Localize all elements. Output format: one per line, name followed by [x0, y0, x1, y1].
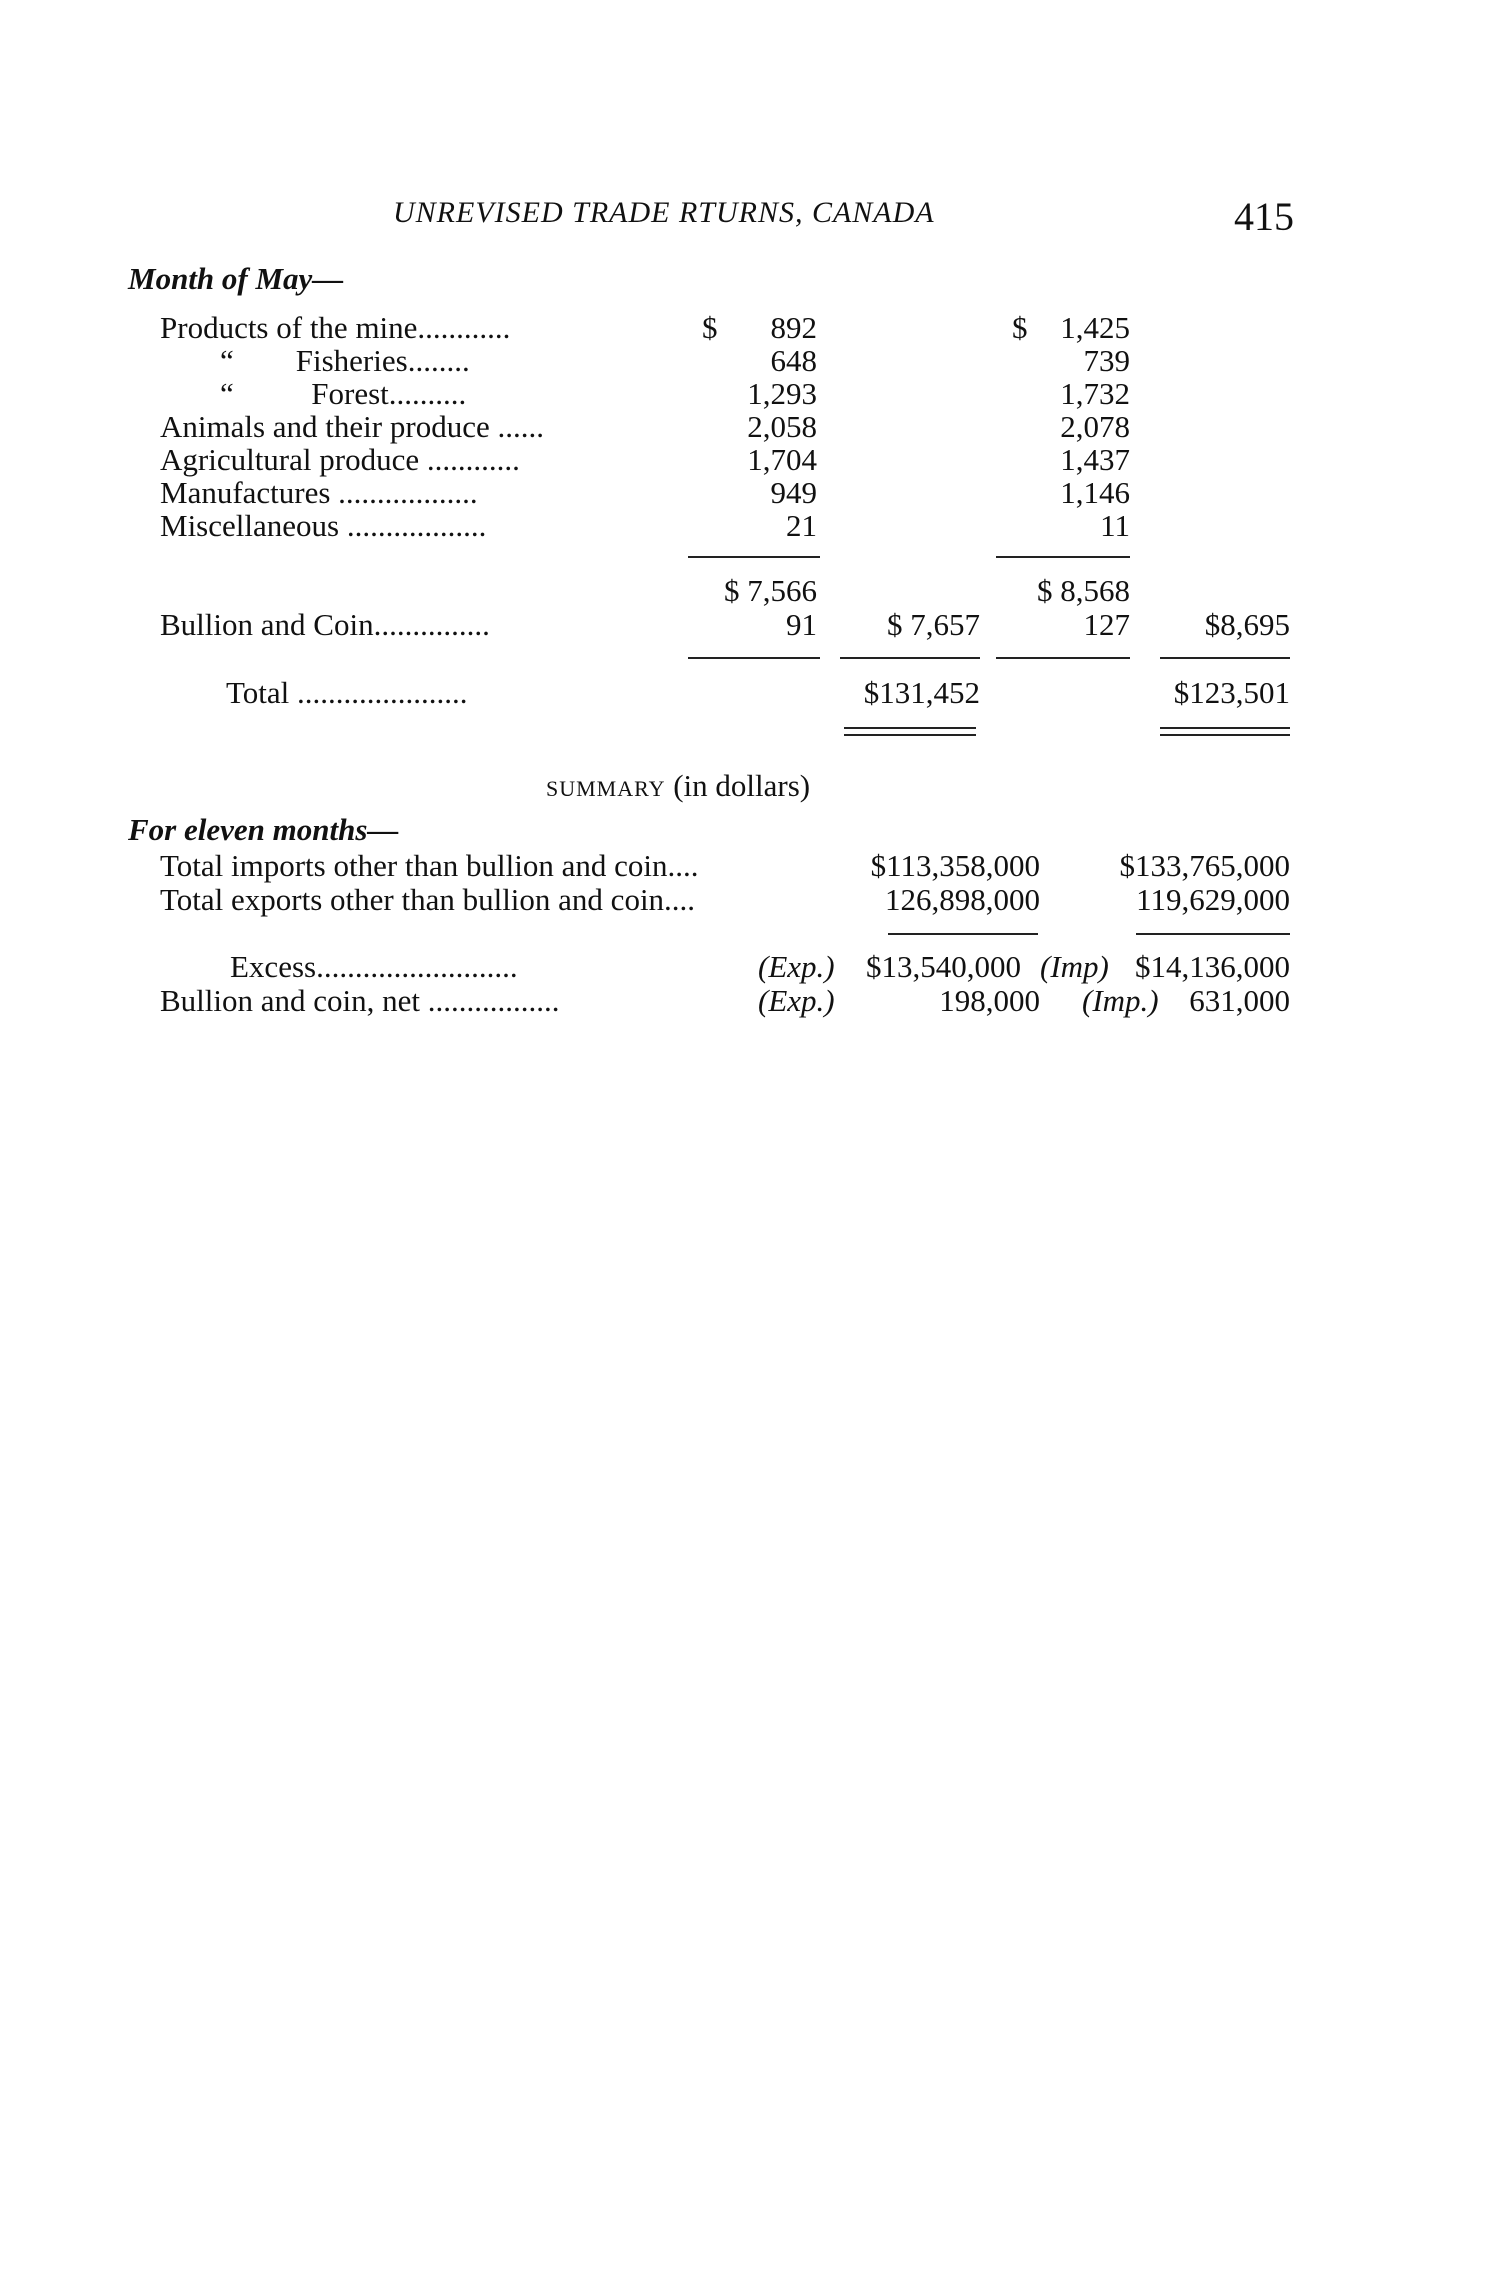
imports-v2: $133,765,000 — [1119, 848, 1290, 883]
subtotal-col2: $ 8,568 — [1037, 573, 1130, 608]
dollar-sign: $ — [1012, 310, 1028, 345]
row-label: Agricultural produce ............ — [160, 442, 520, 477]
row-value-col1: 1,293 — [747, 376, 817, 411]
excess-label: Excess.......................... — [230, 949, 518, 984]
row-value-col2: 1,437 — [1060, 442, 1130, 477]
column-rule — [996, 657, 1130, 659]
excess-tag-1: (Exp.) — [758, 949, 835, 984]
column-rule — [1160, 657, 1290, 659]
exports-v1: 126,898,000 — [885, 882, 1040, 917]
subtotal-col1: $ 7,566 — [724, 573, 817, 608]
row-label: Manufactures .................. — [160, 475, 478, 510]
running-title: UNREVISED TRADE RTURNS, CANADA — [393, 196, 935, 229]
summary-title-rest: (in dollars) — [673, 768, 811, 803]
imports-v1: $113,358,000 — [870, 848, 1040, 883]
row-value-col1: 1,704 — [747, 442, 817, 477]
column-rule — [688, 556, 820, 558]
excess-v2: $14,136,000 — [1135, 949, 1290, 984]
double-rule — [1160, 727, 1290, 736]
total-label: Total ...................... — [226, 675, 468, 710]
dollar-sign: $ — [702, 310, 718, 345]
bullion-net-v2: 631,000 — [1189, 983, 1290, 1018]
summary-rule — [888, 933, 1038, 935]
double-rule — [844, 727, 976, 736]
row-value-col2: 739 — [1083, 343, 1130, 378]
bullion-net-label: Bullion and coin, net ................. — [160, 983, 560, 1018]
row-label: “ Forest.......... — [220, 376, 467, 411]
summary-rule — [1136, 933, 1290, 935]
summary-heading: For eleven months— — [128, 812, 399, 847]
bullion-col1: 91 — [786, 607, 817, 642]
row-label: Products of the mine............ — [160, 310, 511, 345]
row-label: “ Fisheries........ — [220, 343, 470, 378]
imports-label: Total imports other than bullion and coin.... — [160, 848, 699, 883]
summary-title-smallcaps: summary — [546, 768, 666, 803]
row-value-col2: 1,425 — [1060, 310, 1130, 345]
row-value-col1: 648 — [770, 343, 817, 378]
column-rule — [996, 556, 1130, 558]
row-value-col2: 2,078 — [1060, 409, 1130, 444]
may-heading: Month of May— — [128, 261, 344, 296]
excess-tag-2: (Imp) — [1040, 949, 1109, 984]
excess-v1: $13,540,000 — [866, 949, 1021, 984]
bullion-net-tag-1: (Exp.) — [758, 983, 835, 1018]
bullion-sum1: $ 7,657 — [887, 607, 980, 642]
total-value-2: $123,501 — [1173, 675, 1290, 710]
exports-v2: 119,629,000 — [1136, 882, 1290, 917]
summary-title — [546, 769, 810, 803]
bullion-label: Bullion and Coin............... — [160, 607, 490, 642]
bullion-col2: 127 — [1083, 607, 1130, 642]
column-rule — [688, 657, 820, 659]
row-value-col1: 2,058 — [747, 409, 817, 444]
row-value-col1: 892 — [770, 310, 817, 345]
page-number: 415 — [1234, 194, 1294, 239]
row-label: Miscellaneous .................. — [160, 508, 487, 543]
column-rule — [840, 657, 980, 659]
bullion-net-tag-2: (Imp.) — [1082, 983, 1159, 1018]
exports-label: Total exports other than bullion and coin.... — [160, 882, 696, 917]
bullion-net-v1: 198,000 — [939, 983, 1040, 1018]
row-value-col1: 949 — [770, 475, 817, 510]
row-value-col1: 21 — [786, 508, 817, 543]
row-value-col2: 1,732 — [1060, 376, 1130, 411]
row-value-col2: 11 — [1100, 508, 1130, 543]
bullion-sum2: $8,695 — [1204, 607, 1290, 642]
row-label: Animals and their produce ...... — [160, 409, 544, 444]
total-value-1: $131,452 — [863, 675, 980, 710]
row-value-col2: 1,146 — [1060, 475, 1130, 510]
